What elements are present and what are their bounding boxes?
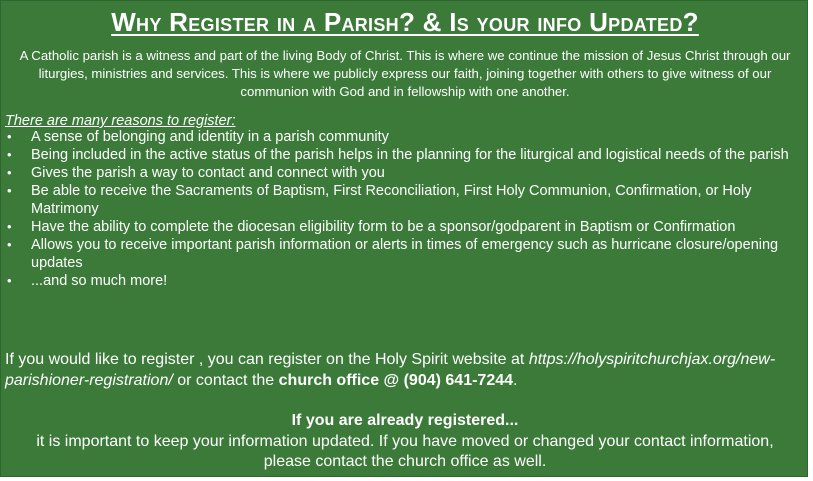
list-item — [1, 182, 801, 218]
list-item-text: Being included in the active status of the parish helps in the planning for the liturgical and logistical needs of the parish — [31, 147, 789, 163]
list-item-text: Gives the parish a way to contact and connect with you — [31, 165, 385, 181]
list-item — [1, 272, 801, 290]
reasons-heading: There are many reasons to register: — [5, 113, 236, 129]
register-lead-text: If you would like to register , you can register on the Holy Spirit website at — [5, 351, 529, 368]
register-middle-text: or contact the — [172, 372, 279, 389]
bullet-icon: • — [7, 165, 12, 180]
bullet-icon: • — [7, 183, 12, 198]
bullet-icon: • — [7, 147, 12, 162]
list-item — [1, 218, 801, 236]
bullet-icon: • — [7, 237, 12, 252]
register-paragraph — [5, 349, 800, 391]
list-item-text: Be able to receive the Sacraments of Baptism, First Reconciliation, First Holy Communion, Confirmation, or Holy Matrimony — [31, 183, 752, 217]
list-item — [1, 164, 801, 182]
bullet-icon: • — [7, 273, 12, 288]
list-item-text: Have the ability to complete the diocesan eligibility form to be a sponsor/godparent in Baptism or Confirmation — [31, 219, 736, 235]
list-item — [1, 128, 801, 146]
already-registered-heading: If you are already registered... — [291, 412, 519, 429]
intro-paragraph: A Catholic parish is a witness and part of the living Body of Christ. This is where we continue the mission of Jesus Christ through our liturgies, ministries and services. This is where we publicly express our faith, joining together with others to give witness of our communion with God and in fellowship with one another. — [19, 48, 791, 99]
bullet-icon: • — [7, 219, 12, 234]
list-item-text: Allows you to receive important parish information or alerts in times of emergency such as hurricane closure/opening updates — [31, 237, 779, 271]
list-item-text: ...and so much more! — [31, 273, 168, 289]
register-end-text: . — [513, 372, 518, 389]
list-item — [1, 236, 801, 272]
list-item-text: A sense of belonging and identity in a parish community — [31, 129, 389, 145]
reasons-list — [1, 128, 801, 290]
list-item — [1, 146, 801, 164]
bullet-icon: • — [7, 129, 12, 144]
page-title: Why Register in a Parish? & Is your info Updated? — [111, 7, 699, 37]
church-office-phone: church office @ (904) 641-7244 — [278, 372, 514, 389]
registration-link[interactable]: https://holyspiritchurchjax.org/new-parishioner-registration/ — [5, 351, 776, 389]
update-info-paragraph: it is important to keep your information updated. If you have moved or changed your contact information, please contact the church office as well. — [36, 433, 774, 470]
